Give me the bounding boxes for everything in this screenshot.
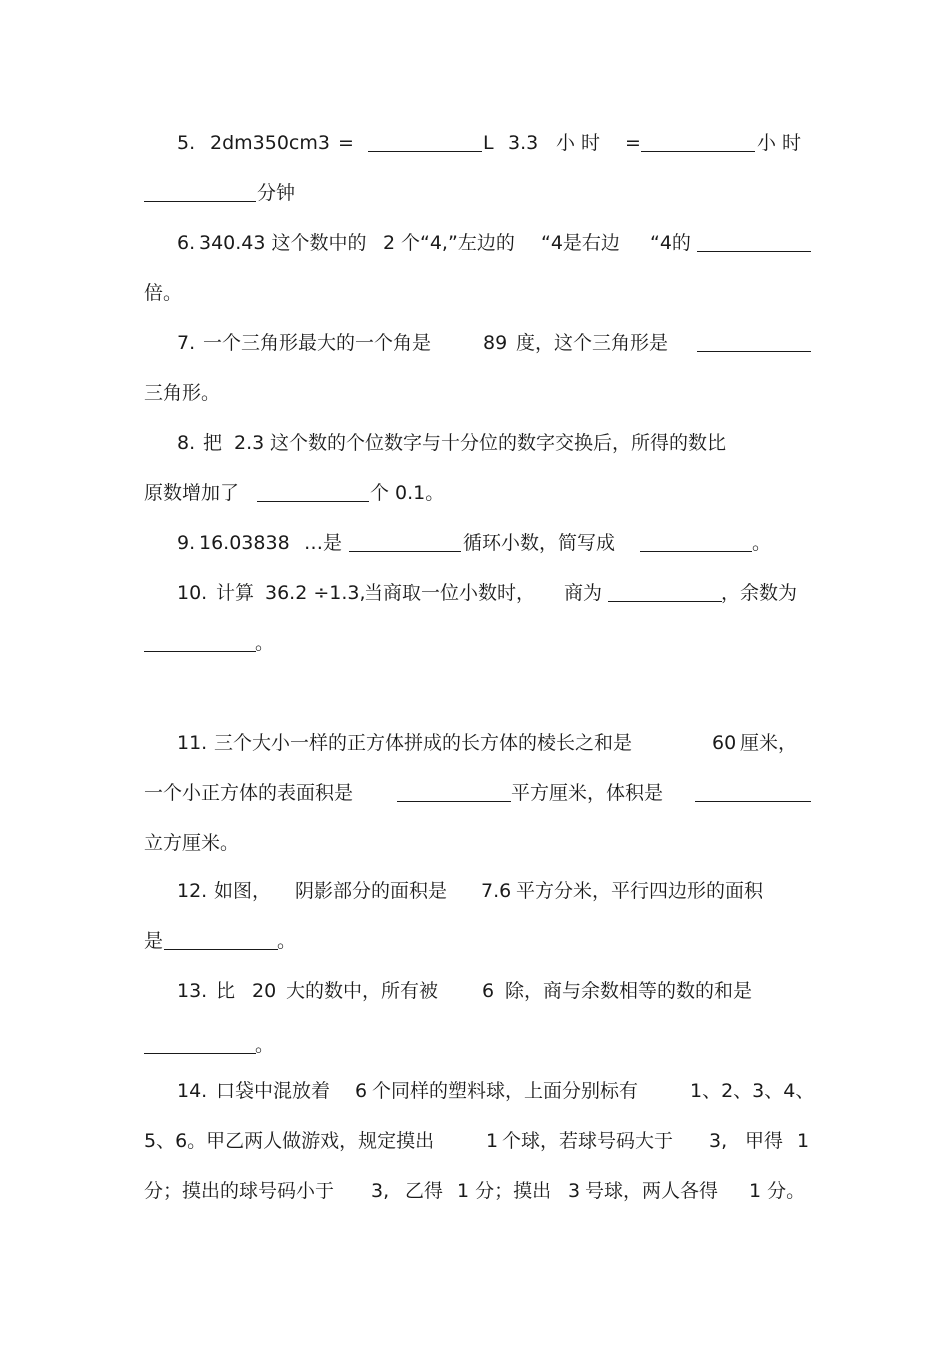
question-text: 。 (255, 632, 275, 654)
question-8-line-1 (0, 429, 950, 457)
question-text: 这个数的个位数字与十分位的数字交换后，所得的数比 (270, 432, 727, 454)
question-12-line-1 (0, 877, 950, 905)
question-number: 9. (177, 532, 196, 554)
answer-blank[interactable] (640, 529, 752, 552)
question-text: 阴影部分的面积是 (295, 880, 448, 902)
question-value: 3 (568, 1180, 581, 1202)
question-value: 1 分。 (749, 1180, 806, 1202)
question-text: 计算 (216, 582, 255, 604)
question-text: 厘米， (740, 732, 798, 754)
question-text: 个“4,”左边的 (401, 232, 515, 254)
question-text: ，余数为 (721, 582, 798, 604)
answer-blank[interactable] (144, 629, 256, 652)
question-text: 口袋中混放着 (216, 1080, 331, 1102)
question-14-line-1 (0, 1077, 950, 1105)
question-text: 1、2、3、4、 (690, 1080, 815, 1102)
question-value: 89 (483, 332, 508, 354)
question-value: 36.2 ÷1.3, (265, 582, 366, 604)
question-text: 度，这个三角形是 (516, 332, 669, 354)
question-text: 一个小正方体的表面积是 (144, 782, 354, 804)
question-number: 5. (177, 132, 196, 154)
question-text: 循环小数，简写成 (463, 532, 616, 554)
question-5-line-1 (0, 129, 950, 157)
question-text: 个 0.1。 (370, 482, 445, 504)
question-13-line-2 (0, 1031, 950, 1059)
answer-blank[interactable] (695, 779, 811, 802)
question-text: 平方分米，平行四边形的面积 (516, 880, 764, 902)
question-number: 11. (177, 732, 208, 754)
answer-blank[interactable] (608, 579, 722, 602)
question-10-line-2 (0, 629, 950, 657)
question-text: 分；摸出的球号码小于 (144, 1180, 335, 1202)
question-11-line-3 (0, 829, 950, 857)
question-value: 3, (371, 1180, 390, 1202)
question-text: 商为 (564, 582, 603, 604)
question-number: 13. (177, 980, 208, 1002)
expression: 2dm350cm3 (210, 132, 330, 154)
question-text: 三角形。 (144, 382, 221, 404)
question-text: 如图， (214, 880, 272, 902)
answer-blank[interactable] (257, 479, 369, 502)
question-6-line-2 (0, 279, 950, 307)
question-text: “4的 (650, 232, 691, 254)
question-value: 60 (712, 732, 737, 754)
unit-label: 小 时 (556, 132, 601, 154)
question-value: 6 (355, 1080, 368, 1102)
question-text: 个球，若球号码大于 (502, 1130, 674, 1152)
question-text: 倍。 (144, 282, 183, 304)
question-10-line-1 (0, 579, 950, 607)
unit-label: 小 时 (757, 132, 802, 154)
question-8-line-2 (0, 479, 950, 507)
question-text: 。 (277, 930, 297, 952)
question-number: 12. (177, 880, 208, 902)
question-value: 16.03838 (199, 532, 290, 554)
answer-blank[interactable] (349, 529, 461, 552)
question-text: 大的数中，所有被 (286, 980, 439, 1002)
question-number: 14. (177, 1080, 208, 1102)
answer-blank[interactable] (397, 779, 511, 802)
question-text: 除，商与余数相等的数的和是 (505, 980, 753, 1002)
question-7-line-2 (0, 379, 950, 407)
question-11-line-1 (0, 729, 950, 757)
question-text: 是 (144, 930, 164, 952)
question-5-line-2 (0, 179, 950, 207)
answer-blank[interactable] (697, 229, 811, 252)
question-number: 8. (177, 432, 196, 454)
question-9-line-1 (0, 529, 950, 557)
answer-blank[interactable] (144, 1031, 256, 1054)
unit-label: 分钟 (257, 182, 296, 204)
question-14-line-3 (0, 1177, 950, 1205)
question-text: 三个大小一样的正方体拼成的长方体的棱长之和是 (214, 732, 633, 754)
question-number: 10. (177, 582, 208, 604)
equals-sign: = (625, 132, 641, 154)
question-number: 7. (177, 332, 196, 354)
answer-blank[interactable] (164, 927, 278, 950)
answer-blank[interactable] (641, 129, 755, 152)
expression: 3.3 (508, 132, 539, 154)
question-text: “4是右边 (541, 232, 620, 254)
question-6-line-1 (0, 229, 950, 257)
question-text: 。 (255, 1034, 275, 1056)
unit-label: L (483, 132, 494, 154)
equals-sign: = (338, 132, 354, 154)
question-number: 6. (177, 232, 196, 254)
question-text: …是 (304, 532, 343, 554)
question-text: 当商取一位小数时， (364, 582, 536, 604)
question-text: 立方厘米。 (144, 832, 240, 854)
question-text: 比 (216, 980, 236, 1002)
question-value: 7.6 (481, 880, 512, 902)
question-text: 。 (752, 532, 772, 554)
question-value: 6 (482, 980, 495, 1002)
question-value: 1 (797, 1130, 810, 1152)
question-value: 2.3 (234, 432, 265, 454)
question-value: 20 (252, 980, 277, 1002)
answer-blank[interactable] (144, 179, 256, 202)
answer-blank[interactable] (697, 329, 811, 352)
question-text: 5、6。甲乙两人做游戏，规定摸出 (144, 1130, 435, 1152)
question-text: 340.43 这个数中的 (199, 232, 367, 254)
question-text: 原数增加了 (144, 482, 240, 504)
question-text: 把 (203, 432, 223, 454)
question-text: 号球，两人各得 (585, 1180, 719, 1202)
question-text: 甲得 (745, 1130, 784, 1152)
question-value: 1 (486, 1130, 499, 1152)
answer-blank[interactable] (368, 129, 482, 152)
question-text: 乙得 (405, 1180, 444, 1202)
question-text: 平方厘米，体积是 (511, 782, 664, 804)
question-7-line-1 (0, 329, 950, 357)
question-text: 个同样的塑料球，上面分别标有 (372, 1080, 639, 1102)
question-12-line-2 (0, 927, 950, 955)
question-13-line-1 (0, 977, 950, 1005)
question-value: 1 分；摸出 (457, 1180, 552, 1202)
question-text: 一个三角形最大的一个角是 (203, 332, 432, 354)
question-11-line-2 (0, 779, 950, 807)
question-value: 3, (709, 1130, 728, 1152)
question-value: 2 (383, 232, 396, 254)
question-14-line-2 (0, 1127, 950, 1155)
